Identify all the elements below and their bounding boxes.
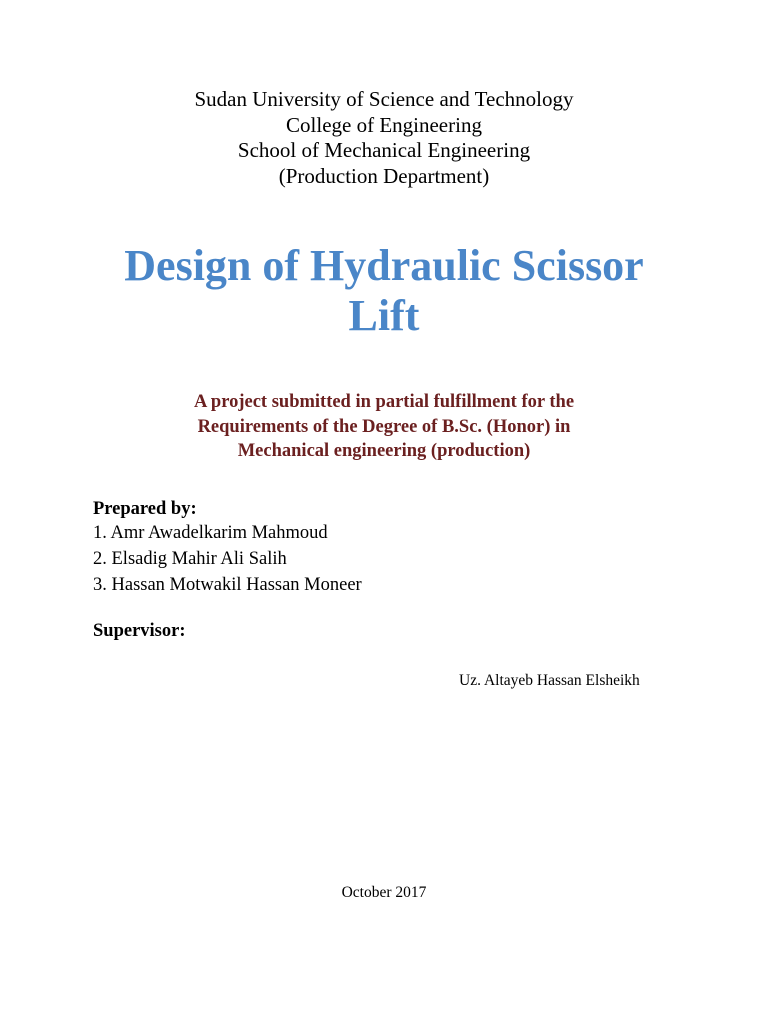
author-item: 3. Hassan Motwakil Hassan Moneer <box>93 575 362 595</box>
subtitle-line-2: Requirements of the Degree of B.Sc. (Honor) in <box>197 416 571 437</box>
supervisor-name: Uz. Altayeb Hassan Elsheikh <box>459 672 640 689</box>
title-line-2: Lift <box>348 291 420 340</box>
title-line-1: Design of Hydraulic Scissor <box>124 241 644 290</box>
subtitle-line-3: Mechanical engineering (production) <box>237 441 531 461</box>
prepared-by-heading: Prepared by: <box>93 499 197 519</box>
author-item: 1. Amr Awadelkarim Mahmoud <box>93 523 328 543</box>
author-item: 2. Elsadig Mahir Ali Salih <box>93 549 287 569</box>
subtitle-line-1: A project submitted in partial fulfillment for the <box>193 392 575 412</box>
school-name: School of Mechanical Engineering <box>237 138 531 162</box>
university-name: Sudan University of Science and Technology <box>194 87 574 111</box>
department-name: (Production Department) <box>278 163 490 188</box>
submission-statement <box>0 390 768 464</box>
college-name: College of Engineering <box>286 112 482 137</box>
author-list <box>93 520 362 598</box>
document-title <box>0 241 768 341</box>
institution-block <box>0 87 768 189</box>
supervisor-heading: Supervisor: <box>93 621 186 641</box>
submission-date: October 2017 <box>341 884 427 901</box>
